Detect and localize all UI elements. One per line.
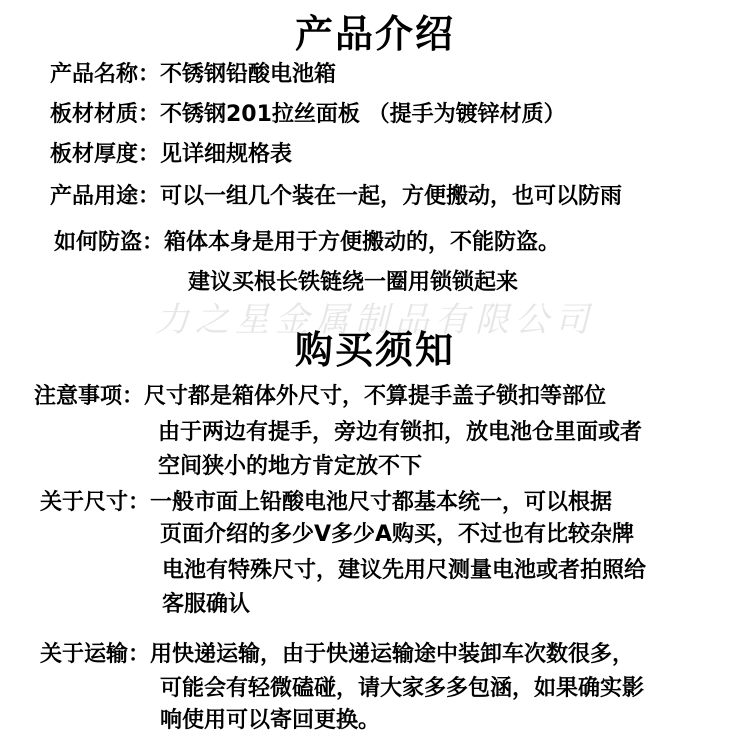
notice-shipping-line-3: 响使用可以寄回更换。 [160,708,381,733]
notice-attention-line-1: 注意事项：尺寸都是箱体外尺寸，不算提手盖子锁扣等部位 [34,384,607,409]
notice-shipping-line-1: 关于运输：用快递运输，由于快递运输途中装卸车次数很多， [40,642,635,667]
intro-material: 板材材质：不锈钢201拉丝面板 （提手为镀锌材质） [50,102,566,127]
notice-attention-line-2: 由于两边有提手，旁边有锁扣，放电池仓里面或者 [158,420,643,445]
intro-product-name: 产品名称：不锈钢铅酸电池箱 [50,62,337,87]
notice-size-line-4: 客服确认 [162,592,251,617]
notice-shipping-line-2: 可能会有轻微磕碰，请大家多多包涵，如果确实影 [160,676,645,701]
notice-title: 购买须知 [294,328,455,372]
intro-anti-theft-tip: 建议买根长铁链绕一圈用锁锁起来 [188,270,519,295]
intro-anti-theft: 如何防盗：箱体本身是用于方便搬动的，不能防盗。 [54,230,561,255]
intro-title: 产品介绍 [294,12,455,56]
notice-attention-line-3: 空间狭小的地方肯定放不下 [158,454,423,479]
company-watermark: 力之星金属制品有限公司 [155,300,595,340]
notice-size-line-2: 页面介绍的多少V多少A购买，不过也有比较杂牌 [160,522,635,547]
notice-size-line-3: 电池有特殊尺寸，建议先用尺测量电池或者拍照给 [162,558,647,583]
notice-size-line-1: 关于尺寸：一般市面上铅酸电池尺寸都基本统一，可以根据 [40,490,613,515]
intro-thickness: 板材厚度：见详细规格表 [50,142,293,167]
intro-usage: 产品用途：可以一组几个装在一起，方便搬动，也可以防雨 [50,184,623,209]
